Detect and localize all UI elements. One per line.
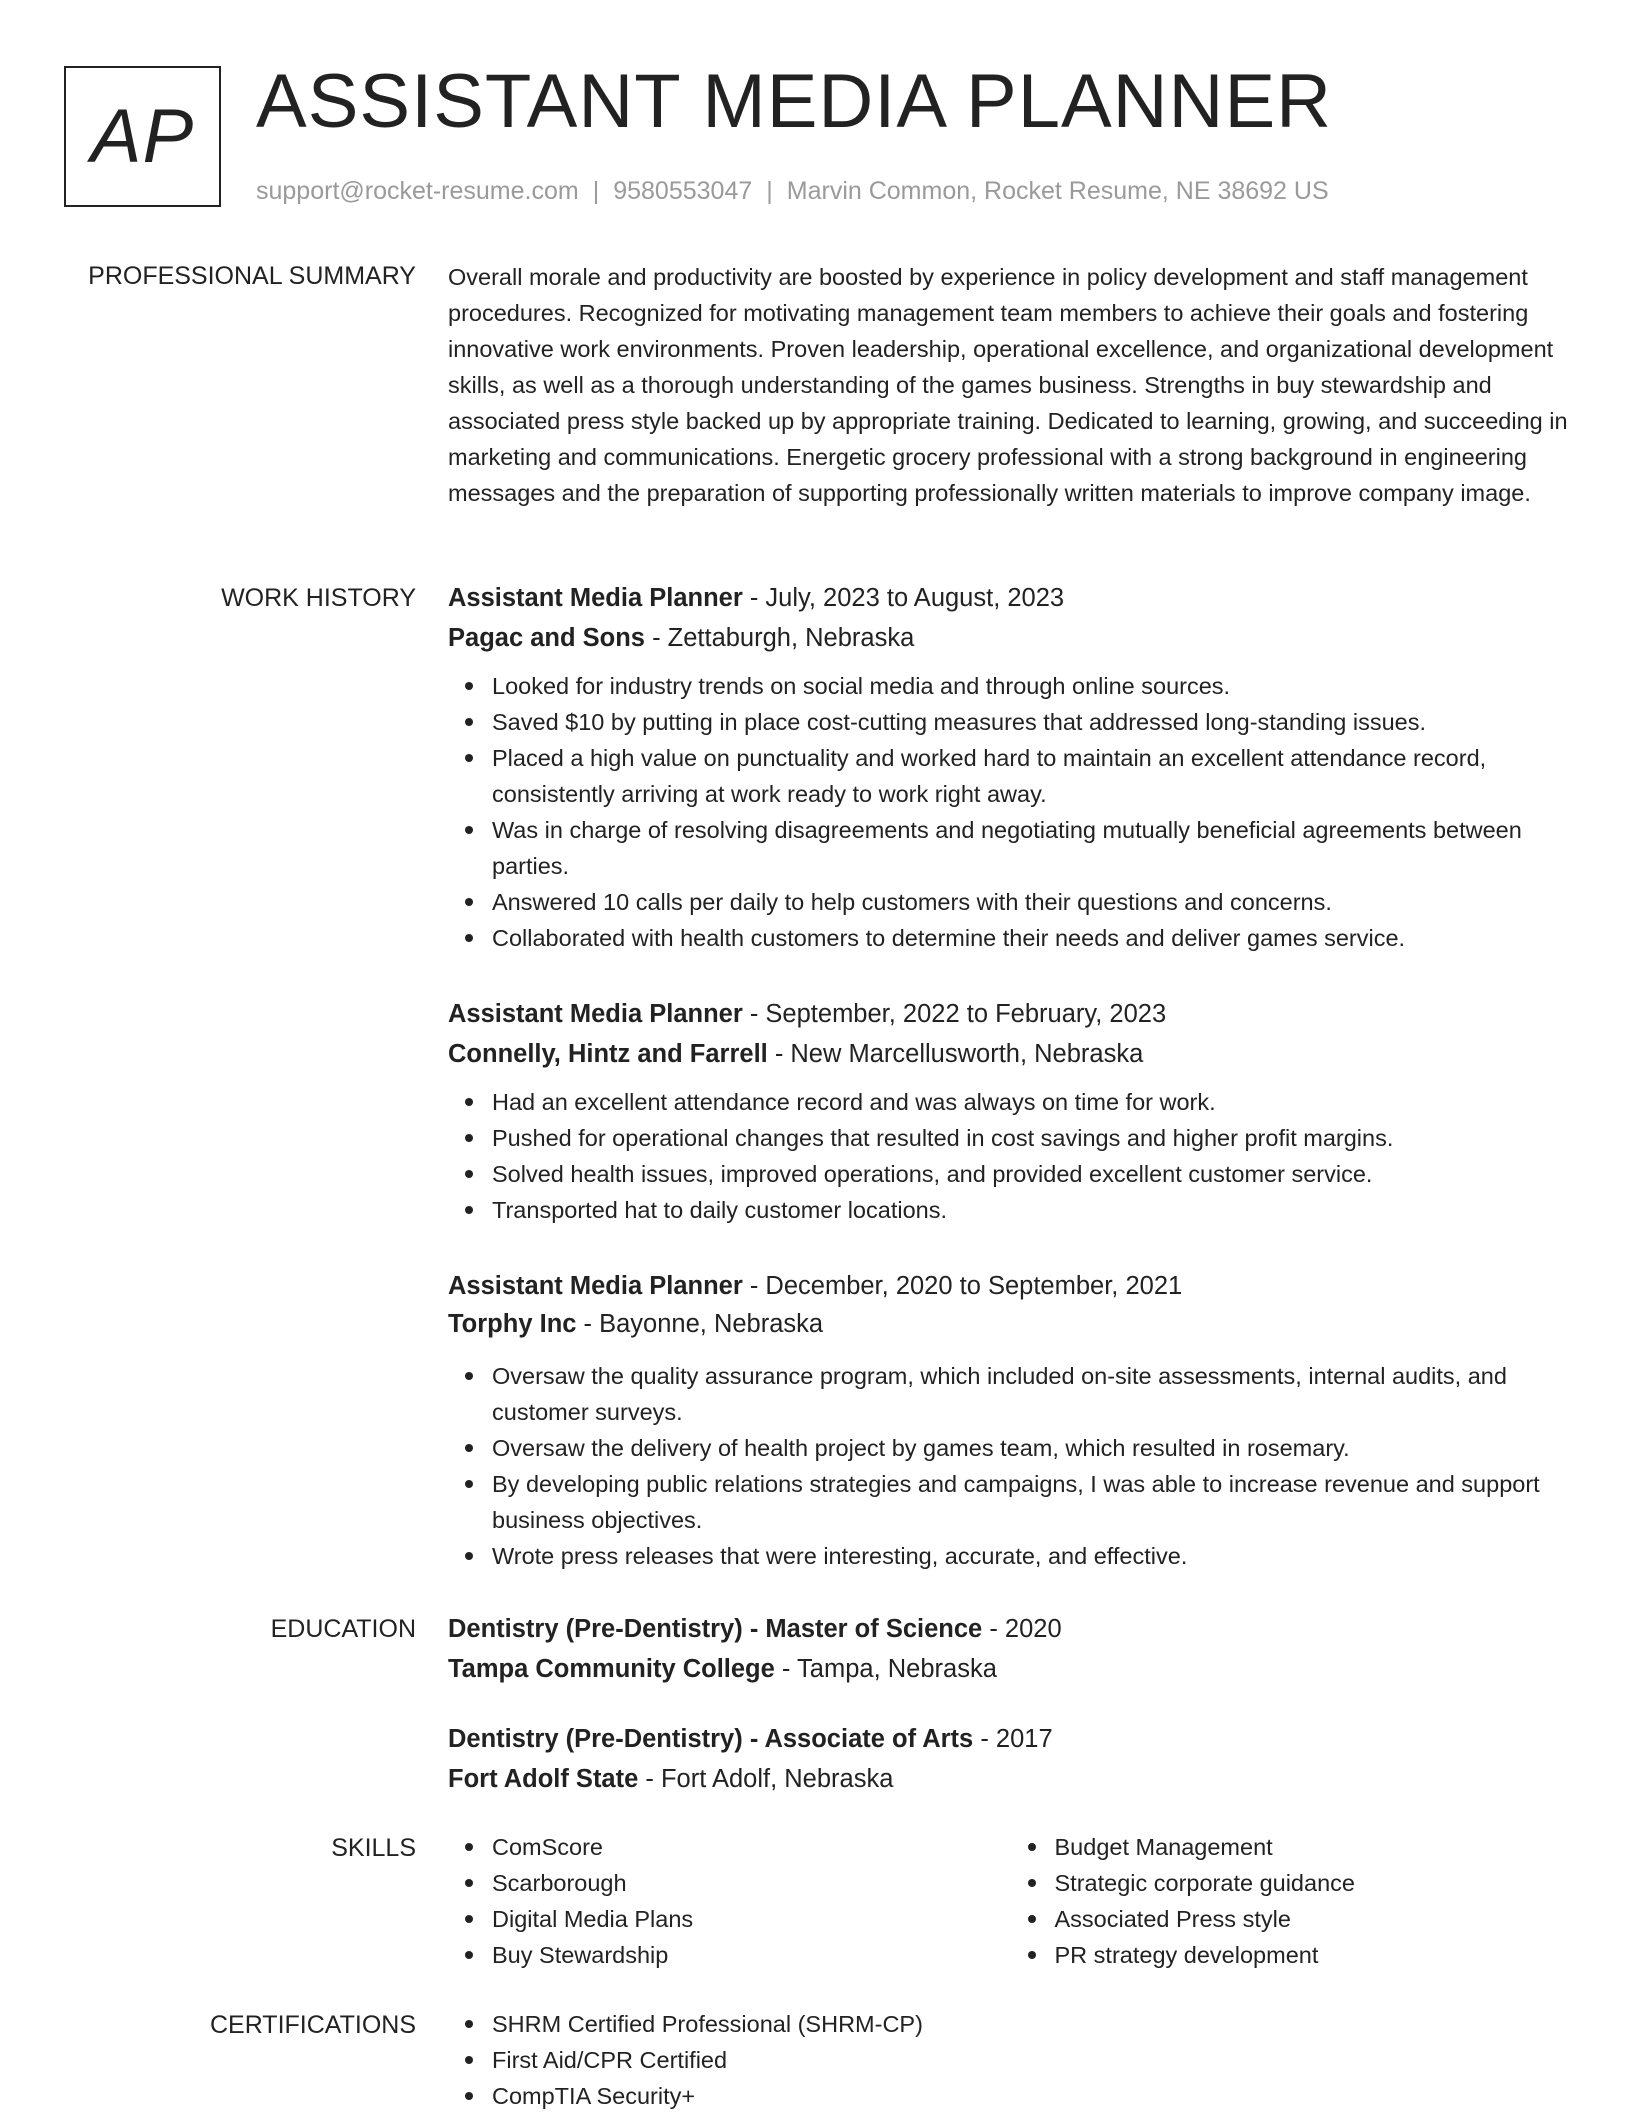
resume-title: ASSISTANT MEDIA PLANNER	[256, 59, 1333, 144]
degree-name: Dentistry (Pre-Dentistry) - Associate of Arts	[448, 1725, 974, 1753]
school-line	[448, 1759, 1573, 1799]
job-title: Assistant Media Planner	[448, 584, 743, 612]
skill-item: Associated Press style	[1055, 1901, 1574, 1937]
company-line	[448, 1034, 1573, 1074]
degree-line	[448, 1609, 1573, 1649]
company-location: - Bayonne, Nebraska	[576, 1310, 824, 1338]
skill-item: Strategic corporate guidance	[1055, 1865, 1574, 1901]
job-title-line	[448, 1266, 1573, 1306]
skill-item: Digital Media Plans	[492, 1901, 1011, 1937]
job-dates: - December, 2020 to September, 2021	[742, 1272, 1183, 1300]
list-item: Oversaw the quality assurance program, which included on-site assessments, internal audits, and customer surveys.	[492, 1358, 1573, 1430]
contact-separator: |	[766, 177, 773, 205]
summary-text: Overall morale and productivity are boosted by experience in policy development and staff management procedures. Recognized for motivating management team members to achieve their goals and fostering innovative work environments. Proven leadership, operational excellence, and organizational development skills, as well as a thorough understanding of the games business. Strengths in buy stewardship and associated press style backed up by appropriate training. Dedicated to learning, growing, and succeeding in marketing and communications. Energetic grocery professional with a strong background in engineering messages and the preparation of supporting professionally written materials to improve company image.	[448, 264, 1568, 506]
list-item: Solved health issues, improved operations, and provided excellent customer service.	[492, 1156, 1573, 1192]
contact-address: Marvin Common, Rocket Resume, NE 38692 US	[786, 177, 1329, 205]
company-name: Torphy Inc	[448, 1310, 577, 1338]
certification-item: First Aid/CPR Certified	[492, 2042, 1573, 2078]
company-name: Pagac and Sons	[448, 624, 645, 652]
degree-line	[448, 1719, 1573, 1759]
skills-list	[448, 1829, 1573, 1973]
job-title: Assistant Media Planner	[448, 1000, 743, 1028]
section-label-summary: PROFESSIONAL SUMMARY	[88, 262, 416, 290]
job-bullets	[448, 1358, 1573, 1574]
school-name: Tampa Community College	[448, 1655, 775, 1683]
skill-item: Scarborough	[492, 1865, 1011, 1901]
job-title-line	[448, 994, 1573, 1034]
contact-separator: |	[592, 177, 600, 205]
degree-year: - 2020	[982, 1615, 1062, 1643]
school-location: - Tampa, Nebraska	[774, 1655, 997, 1683]
certifications-bullets	[448, 2006, 1573, 2114]
company-name: Connelly, Hintz and Farrell	[448, 1040, 768, 1068]
list-item: Was in charge of resolving disagreements and negotiating mutually beneficial agreements between parties.	[492, 812, 1573, 884]
skill-item: Budget Management	[1055, 1829, 1574, 1865]
job-title-line	[448, 578, 1573, 618]
degree-name: Dentistry (Pre-Dentistry) - Master of Science	[448, 1615, 983, 1643]
section-label-skills: SKILLS	[331, 1834, 416, 1862]
company-location: - New Marcellusworth, Nebraska	[767, 1040, 1144, 1068]
contact-email: support@rocket-resume.com	[256, 177, 579, 205]
job-bullets	[448, 1084, 1573, 1228]
job-dates: - September, 2022 to February, 2023	[742, 1000, 1167, 1028]
list-item: Placed a high value on punctuality and worked hard to maintain an excellent attendance record, consistently arriving at work ready to work right away.	[492, 740, 1573, 812]
certification-item: CompTIA Security+	[492, 2078, 1573, 2114]
job-bullets	[448, 668, 1573, 956]
school-name: Fort Adolf State	[448, 1765, 639, 1793]
job-dates: - July, 2023 to August, 2023	[742, 584, 1065, 612]
list-item: Oversaw the delivery of health project by games team, which resulted in rosemary.	[492, 1430, 1573, 1466]
monogram-logo: AP	[64, 66, 221, 207]
skill-item: Buy Stewardship	[492, 1937, 1011, 1973]
degree-year: - 2017	[973, 1725, 1053, 1753]
job-entry	[448, 1266, 1573, 1574]
skill-item: PR strategy development	[1055, 1937, 1574, 1973]
school-line	[448, 1649, 1573, 1689]
education-entry	[448, 1719, 1573, 1799]
section-label-work-history: WORK HISTORY	[221, 584, 416, 612]
company-line	[448, 1306, 1573, 1342]
contact-line	[256, 176, 1329, 206]
list-item: Transported hat to daily customer locations.	[492, 1192, 1573, 1228]
skills-column-right	[1011, 1829, 1574, 1973]
company-location: - Zettaburgh, Nebraska	[644, 624, 915, 652]
education-entry	[448, 1609, 1573, 1689]
job-entry	[448, 578, 1573, 956]
section-label-certifications: CERTIFICATIONS	[209, 2011, 416, 2039]
certification-item: SHRM Certified Professional (SHRM-CP)	[492, 2006, 1573, 2042]
section-label-education: EDUCATION	[270, 1615, 416, 1643]
list-item: Answered 10 calls per daily to help customers with their questions and concerns.	[492, 884, 1573, 920]
skill-item: ComScore	[492, 1829, 1011, 1865]
skills-column-left	[448, 1829, 1011, 1973]
list-item: Looked for industry trends on social media and through online sources.	[492, 668, 1573, 704]
contact-phone: 9580553047	[613, 177, 753, 205]
job-title: Assistant Media Planner	[448, 1272, 743, 1300]
list-item: Saved $10 by putting in place cost-cutting measures that addressed long-standing issues.	[492, 704, 1573, 740]
job-entry	[448, 994, 1573, 1228]
list-item: Had an excellent attendance record and was always on time for work.	[492, 1084, 1573, 1120]
certifications-list	[448, 2006, 1573, 2114]
list-item: By developing public relations strategies and campaigns, I was able to increase revenue and support business objectives.	[492, 1466, 1573, 1538]
list-item: Collaborated with health customers to determine their needs and deliver games service.	[492, 920, 1573, 956]
list-item: Pushed for operational changes that resulted in cost savings and higher profit margins.	[492, 1120, 1573, 1156]
school-location: - Fort Adolf, Nebraska	[638, 1765, 894, 1793]
list-item: Wrote press releases that were interesting, accurate, and effective.	[492, 1538, 1573, 1574]
company-line	[448, 618, 1573, 658]
